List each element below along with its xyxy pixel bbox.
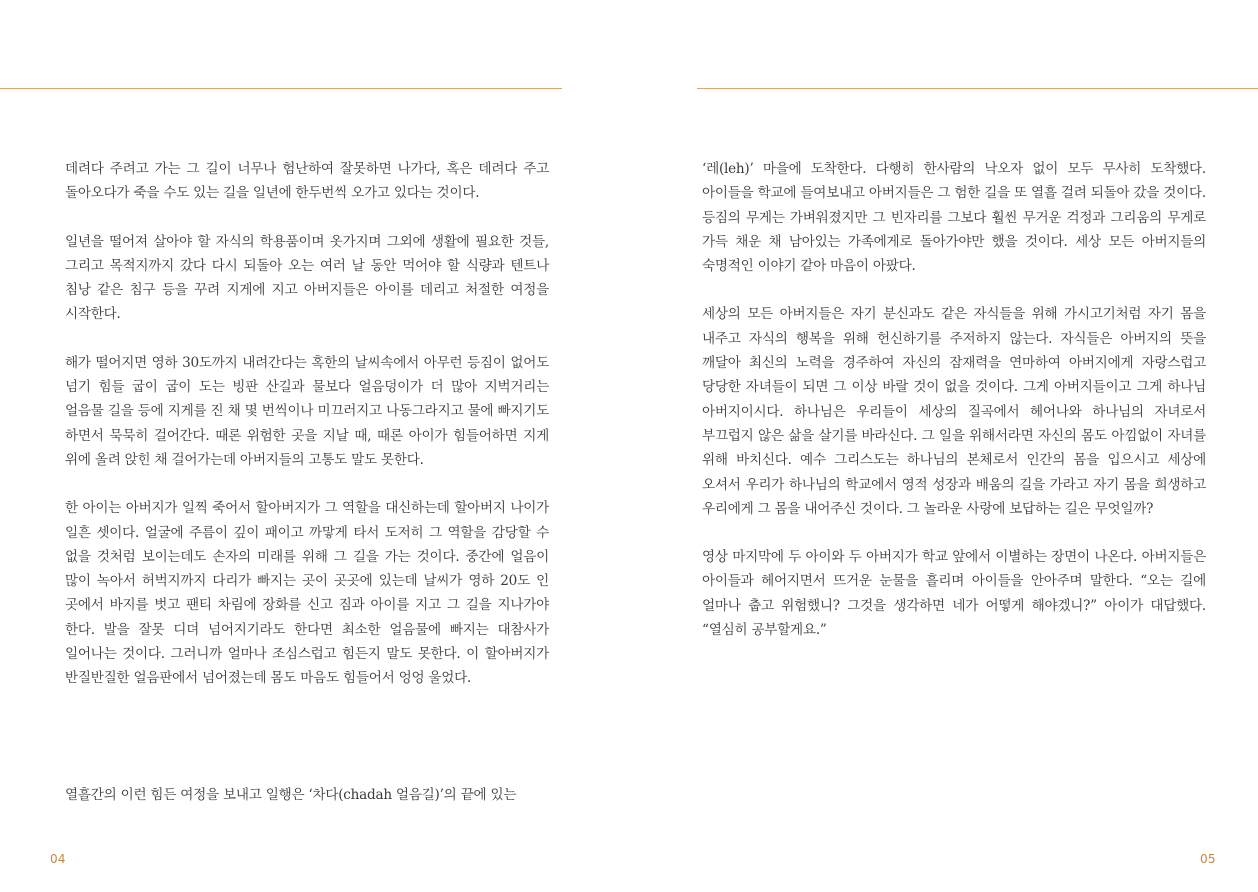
page-number-left: 04 — [50, 852, 66, 866]
paragraph: 해가 떨어지면 영하 30도까지 내려간다는 혹한의 날씨속에서 아무런 등짐이 없어도 넘기 힘들 굽이 굽이 도는 빙판 산길과 물보다 얼음덩이가 더 많아 지벅거리는 얼음물 길을 등에 지게를 진 채 몇 번씩이나 미끄러지고 나동그라지고 물에 빠지기도 하면서 묵묵히 걸어간다. 때론 위험한 곳을 지날 때, 때론 아이가 힘들어하면 지게 위에 올려 앉힌 채 걸어가는데 아버지들의 고통도 말도 못한다. — [65, 354, 549, 468]
right-page-body — [702, 157, 1206, 666]
paragraph: ‘레(leh)’ 마을에 도착한다. 다행히 한사람의 낙오자 없이 모두 무사히 도착했다. 아이들을 학교에 들여보내고 아버지들은 그 험한 길을 또 열흘 걸려 되돌아 갔을 것이다. 등짐의 무게는 가벼워졌지만 그 빈자리를 그보다 훨씬 무거운 걱정과 그리움의 무게로 가득 채운 채 남아있는 가족에게로 돌아가야만 했을 것이다. 세상 모든 아버지들의 숙명적인 이야기 같아 마음이 아팠다. — [702, 161, 1206, 275]
paragraph: 일년을 떨어져 살아야 할 자식의 학용품이며 옷가지며 그외에 생활에 필요한 것들, 그리고 목적지까지 갔다 다시 되돌아 오는 여러 날 동안 먹어야 할 식량과 텐트나 침낭 같은 침구 등을 꾸려 지게에 지고 아버지들은 아이를 데리고 처절한 여정을 시작한다. — [65, 233, 549, 323]
paragraph: 데려다 주려고 가는 그 길이 너무나 험난하여 잘못하면 나가다, 혹은 데려다 주고 돌아오다가 죽을 수도 있는 길을 일년에 한두번씩 오가고 있다는 것이다. — [65, 161, 549, 202]
paragraph-continued: 열흘간의 이런 힘든 여정을 보내고 일행은 ‘차다(chadah 얼음길)’의 끝에 있는 — [65, 787, 517, 803]
header-rule-right — [697, 88, 1258, 89]
header-rule-left — [0, 88, 562, 89]
left-page-body — [65, 157, 549, 803]
paragraph: 한 아이는 아버지가 일찍 죽어서 할아버지가 그 역할을 대신하는데 할아버지 나이가 일흔 셋이다. 얼굴에 주름이 깊이 패이고 까맣게 타서 도저히 그 역할을 감당할 수 없을 것처럼 보이는데도 손자의 미래를 위해 그 길을 가는 것이다. 중간에 얼음이 많이 녹아서 허벅지까지 다리가 빠지는 곳이 곳곳에 있는데 날씨가 영하 20도 인 곳에서 바지를 벗고 팬티 차림에 장화를 신고 짐과 아이를 지고 그 길을 지나가야 한다. 발을 잘못 디뎌 넘어지기라도 한다면 최소한 얼음물에 빠지는 대참사가 일어나는 것이다. 그러니까 얼마나 조심스럽고 힘든지 말도 못한다. 이 할아버지가 반질반질한 얼음판에서 넘어졌는데 몸도 마음도 힘들어서 엉엉 울었다. — [65, 500, 549, 687]
paragraph: 세상의 모든 아버지들은 자기 분신과도 같은 자식들을 위해 가시고기처럼 자기 몸을 내주고 자식의 행복을 위해 헌신하기를 주저하지 않는다. 자식들은 아버지의 뜻을 깨달아 최신의 노력을 경주하여 자신의 잠재력을 연마하여 아버지에게 자랑스럽고 당당한 자녀들이 되면 그 이상 바랄 것이 없을 것이다. 그게 아버지들이고 그게 하나님 아버지이시다. 하나님은 우리들이 세상의 질곡에서 헤어나와 하나님의 자녀로서 부끄럽지 않은 삶을 살기를 바라신다. 그 일을 위해서라면 자신의 몸도 아낌없이 자녀를 위해 바치신다. 예수 그리스도는 하나님의 본체로서 인간의 몸을 입으시고 세상에 오셔서 우리가 하나님의 학교에서 영적 성장과 배움의 길을 가라고 자기 몸을 희생하고 우리에게 그 몸을 내어주신 것이다. 그 놀라운 사랑에 보답하는 길은 무엇일까? — [702, 306, 1206, 517]
page-number-right: 05 — [1200, 852, 1216, 866]
paragraph: 영상 마지막에 두 아이와 두 아버지가 학교 앞에서 이별하는 장면이 나온다. 아버지들은 아이들과 헤어지면서 뜨거운 눈물을 흘리며 아이들을 안아주며 말한다. “오는 길에 얼마나 춥고 위험했니? 그것을 생각하면 네가 어떻게 해야겠니?” 아이가 대답했다. “열심히 공부할게요.” — [702, 549, 1206, 639]
